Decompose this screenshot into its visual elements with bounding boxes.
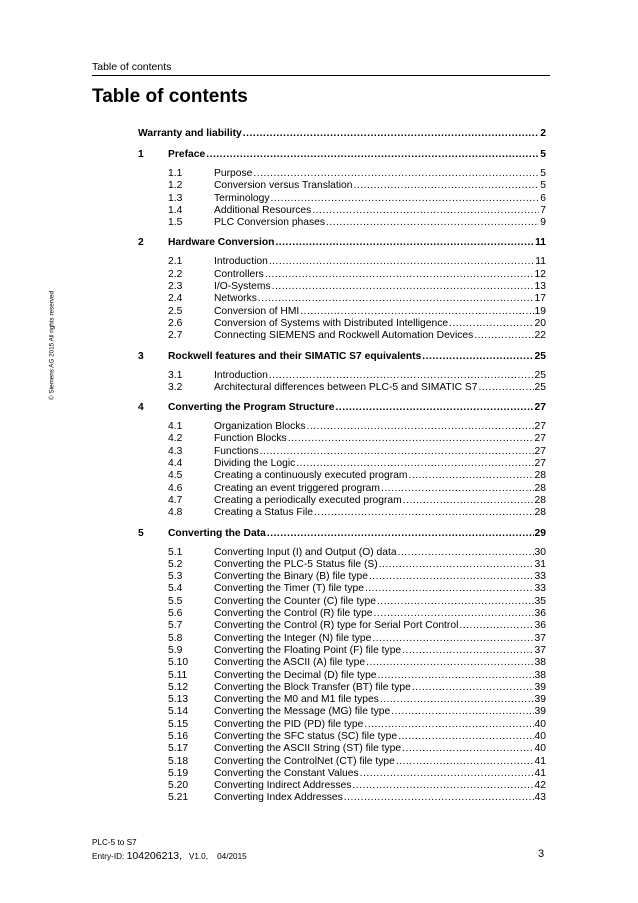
toc-leader-dots bbox=[206, 147, 539, 162]
toc-section-label: Converting the Floating Point (F) file type bbox=[214, 644, 402, 656]
toc-leader-dots bbox=[307, 421, 534, 433]
toc-section-number: 5.12 bbox=[168, 681, 189, 693]
toc-section-5-19[interactable] bbox=[138, 768, 546, 780]
toc-section-number: 4.3 bbox=[168, 445, 183, 457]
toc-section-3-1[interactable] bbox=[138, 370, 546, 382]
toc-chapter-label: Rockwell features and their SIMATIC S7 equivalents bbox=[168, 350, 422, 362]
toc-leader-dots bbox=[372, 633, 533, 645]
footer-entry bbox=[92, 850, 247, 862]
toc-leader-dots bbox=[352, 780, 533, 792]
toc-section-number: 2.6 bbox=[168, 317, 183, 329]
header-rule bbox=[92, 75, 550, 76]
toc-leader-dots bbox=[459, 620, 533, 632]
toc-section-label: Controllers bbox=[214, 268, 264, 280]
toc-section-number: 5.3 bbox=[168, 571, 183, 583]
toc-entry-page: 2 bbox=[540, 128, 546, 139]
toc-section-number: 5.14 bbox=[168, 706, 189, 718]
toc-chapter-4[interactable] bbox=[138, 400, 546, 415]
toc-chapter-number: 4 bbox=[138, 402, 144, 414]
toc-section-page: 25 bbox=[534, 381, 546, 393]
toc-section-label: Functions bbox=[214, 445, 259, 457]
toc-section-1-2[interactable] bbox=[138, 180, 546, 192]
toc-leader-dots bbox=[369, 571, 534, 583]
toc-leader-dots bbox=[396, 756, 534, 768]
toc-section-5-6[interactable] bbox=[138, 608, 546, 620]
toc-leader-dots bbox=[379, 559, 534, 571]
toc-section-page: 5 bbox=[540, 168, 546, 179]
toc-section-4-5[interactable] bbox=[138, 470, 546, 482]
toc-section-page: 39 bbox=[534, 706, 546, 718]
toc-section-label: Converting the Decimal (D) file type bbox=[214, 669, 377, 681]
toc-section-number: 5.19 bbox=[168, 767, 189, 779]
toc-section-label: Dividing the Logic bbox=[214, 458, 296, 470]
toc-section-number: 2.2 bbox=[168, 268, 183, 280]
toc-section-label: Conversion versus Translation bbox=[214, 180, 353, 192]
toc-section-5-3[interactable] bbox=[138, 571, 546, 583]
toc-section-label: Networks bbox=[214, 293, 257, 305]
toc-chapter-3[interactable] bbox=[138, 349, 546, 364]
toc-section-page: 28 bbox=[534, 482, 546, 494]
toc-section-5-8[interactable] bbox=[138, 633, 546, 645]
toc-leader-dots bbox=[366, 657, 533, 669]
toc-section-page: 27 bbox=[534, 445, 546, 457]
toc-section-2-3[interactable] bbox=[138, 281, 546, 293]
footer-date: 04/2015 bbox=[217, 852, 247, 861]
toc-section-page: 40 bbox=[534, 718, 546, 730]
toc-section-label: Converting the ControlNet (CT) file type bbox=[214, 755, 395, 767]
toc-chapter-5[interactable] bbox=[138, 526, 546, 541]
toc-section-5-7[interactable] bbox=[138, 620, 546, 632]
toc-leader-dots bbox=[344, 792, 534, 804]
toc-leader-dots bbox=[265, 269, 534, 281]
toc-section-label: Converting the Control (R) file type bbox=[214, 608, 373, 620]
toc-entry-warranty[interactable] bbox=[138, 126, 546, 141]
toc-chapter-page: 29 bbox=[534, 527, 546, 539]
toc-chapter-label: Converting the Program Structure bbox=[168, 402, 335, 414]
toc-section-4-6[interactable] bbox=[138, 483, 546, 495]
toc-leader-dots bbox=[360, 768, 534, 780]
toc-section-page: 36 bbox=[534, 608, 546, 620]
toc-section-2-4[interactable] bbox=[138, 293, 546, 305]
toc-leader-dots bbox=[378, 670, 534, 682]
toc-leader-dots bbox=[267, 526, 534, 541]
toc-section-number: 5.7 bbox=[168, 620, 183, 632]
toc-section-label: Converting the Binary (B) file type bbox=[214, 571, 368, 583]
toc-section-page: 43 bbox=[534, 792, 546, 804]
toc-section-5-5[interactable] bbox=[138, 596, 546, 608]
toc-section-page: 36 bbox=[534, 620, 546, 632]
toc-section-label: Architectural differences between PLC-5 and SIMATIC S7 bbox=[214, 381, 478, 393]
toc-section-page: 7 bbox=[540, 204, 546, 216]
toc-section-page: 25 bbox=[534, 369, 546, 381]
toc-section-label: Converting the SFC status (SC) file type bbox=[214, 730, 398, 742]
toc-leader-dots bbox=[296, 458, 533, 470]
toc-section-label: Converting the Timer (T) file type bbox=[214, 583, 364, 595]
toc-section-label: Introduction bbox=[214, 256, 268, 268]
toc-section-page: 27 bbox=[534, 458, 546, 470]
toc-leader-dots bbox=[269, 256, 534, 268]
toc-section-number: 2.3 bbox=[168, 281, 183, 293]
toc-section-4-8[interactable] bbox=[138, 507, 546, 519]
toc-section-label: Converting the Counter (C) file type bbox=[214, 595, 376, 607]
toc-section-page: 27 bbox=[534, 421, 546, 433]
toc-section-number: 5.1 bbox=[168, 546, 183, 558]
toc-section-page: 22 bbox=[534, 330, 546, 342]
toc-section-page: 38 bbox=[534, 657, 546, 669]
toc-leader-dots bbox=[354, 180, 540, 192]
toc-leader-dots bbox=[402, 743, 533, 755]
toc-section-number: 1.4 bbox=[168, 204, 183, 216]
toc-section-page: 37 bbox=[534, 644, 546, 656]
toc-chapter-label: Converting the Data bbox=[168, 527, 266, 539]
toc-section-page: 13 bbox=[534, 281, 546, 293]
toc-section-2-5[interactable] bbox=[138, 306, 546, 318]
toc-section-label: Organization Blocks bbox=[214, 421, 306, 433]
toc-section-number: 5.16 bbox=[168, 730, 189, 742]
toc-section-2-6[interactable] bbox=[138, 318, 546, 330]
toc-section-label: Creating a periodically executed program bbox=[214, 494, 402, 506]
toc-chapter-label: Preface bbox=[168, 149, 206, 160]
toc-section-label: Additional Resources bbox=[214, 204, 312, 216]
toc-section-number: 5.9 bbox=[168, 644, 183, 656]
toc-section-label: Converting Index Addresses bbox=[214, 792, 343, 804]
toc-section-label: Creating an event triggered program bbox=[214, 482, 380, 494]
toc-section-4-1[interactable] bbox=[138, 421, 546, 433]
toc-section-number: 4.4 bbox=[168, 458, 183, 470]
toc-section-page: 39 bbox=[534, 694, 546, 706]
toc-section-page: 28 bbox=[534, 507, 546, 519]
toc-leader-dots bbox=[381, 483, 534, 495]
toc-section-number: 2.1 bbox=[168, 256, 183, 268]
toc-section-number: 2.4 bbox=[168, 293, 183, 305]
toc-chapter-label: Hardware Conversion bbox=[168, 237, 275, 249]
toc-leader-dots bbox=[398, 547, 534, 559]
toc-section-label: Converting the M0 and M1 file types bbox=[214, 694, 379, 706]
toc-leader-dots bbox=[271, 193, 540, 205]
toc-section-5-20[interactable] bbox=[138, 780, 546, 792]
toc-entry-label: Warranty and liability bbox=[138, 128, 242, 139]
toc-section-label: Converting Indirect Addresses bbox=[214, 780, 352, 792]
toc-section-5-16[interactable] bbox=[138, 731, 546, 743]
toc-leader-dots bbox=[422, 349, 533, 364]
toc-section-5-13[interactable] bbox=[138, 694, 546, 706]
toc-section-5-4[interactable] bbox=[138, 583, 546, 595]
toc-section-number: 5.17 bbox=[168, 743, 189, 755]
toc-section-number: 5.15 bbox=[168, 718, 189, 730]
toc-section-page: 6 bbox=[540, 192, 546, 204]
toc-leader-dots bbox=[312, 205, 539, 217]
toc-section-number: 4.7 bbox=[168, 494, 183, 506]
toc-leader-dots bbox=[258, 293, 534, 305]
toc-section-number: 5.10 bbox=[168, 657, 189, 669]
copyright-notice: © Siemens AG 2015 All rights reserved bbox=[48, 291, 56, 400]
toc-section-page: 9 bbox=[540, 217, 546, 229]
toc-section-5-1[interactable] bbox=[138, 547, 546, 559]
toc-section-page: 40 bbox=[534, 730, 546, 742]
toc-section-number: 5.2 bbox=[168, 558, 183, 570]
toc-section-number: 2.5 bbox=[168, 305, 183, 317]
toc-chapter-number: 3 bbox=[138, 350, 144, 362]
toc-chapter-number: 5 bbox=[138, 527, 144, 539]
toc-section-number: 3.1 bbox=[168, 369, 183, 381]
toc-chapter-2[interactable] bbox=[138, 235, 546, 250]
footer-product: PLC-5 to S7 bbox=[92, 838, 137, 847]
toc-section-label: Converting the PLC-5 Status file (S) bbox=[214, 558, 378, 570]
toc-leader-dots bbox=[403, 495, 534, 507]
toc-leader-dots bbox=[364, 719, 533, 731]
toc-section-number: 5.5 bbox=[168, 595, 183, 607]
toc-section-2-7[interactable] bbox=[138, 330, 546, 342]
toc-section-number: 3.2 bbox=[168, 381, 183, 393]
toc-section-label: Conversion of HMI bbox=[214, 305, 300, 317]
toc-section-1-4[interactable] bbox=[138, 205, 546, 217]
toc-section-number: 1.1 bbox=[168, 168, 183, 179]
toc-chapter-page: 27 bbox=[534, 402, 546, 414]
toc-section-page: 17 bbox=[534, 293, 546, 305]
toc-chapter-1[interactable] bbox=[138, 147, 546, 162]
toc-section-label: PLC Conversion phases bbox=[214, 217, 326, 229]
toc-section-number: 5.4 bbox=[168, 583, 183, 595]
table-of-contents bbox=[138, 126, 546, 805]
toc-section-number: 4.6 bbox=[168, 482, 183, 494]
toc-leader-dots bbox=[300, 306, 533, 318]
toc-section-page: 39 bbox=[534, 681, 546, 693]
toc-section-page: 19 bbox=[534, 305, 546, 317]
toc-section-label: Converting the Constant Values bbox=[214, 767, 359, 779]
toc-leader-dots bbox=[275, 235, 534, 250]
toc-section-number: 1.3 bbox=[168, 192, 183, 204]
toc-section-page: 42 bbox=[534, 780, 546, 792]
toc-section-label: Terminology bbox=[214, 192, 270, 204]
toc-section-number: 5.11 bbox=[168, 669, 188, 681]
toc-section-label: Conversion of Systems with Distributed Intelligence bbox=[214, 317, 449, 329]
toc-section-label: Converting the Message (MG) file type bbox=[214, 706, 391, 718]
toc-section-page: 28 bbox=[534, 470, 546, 482]
toc-section-page: 31 bbox=[534, 558, 546, 570]
toc-section-page: 12 bbox=[534, 268, 546, 280]
toc-section-page: 37 bbox=[534, 632, 546, 644]
toc-section-number: 1.2 bbox=[168, 180, 183, 192]
toc-section-2-1[interactable] bbox=[138, 256, 546, 268]
toc-leader-dots bbox=[336, 400, 534, 415]
toc-section-4-2[interactable] bbox=[138, 433, 546, 445]
toc-section-1-3[interactable] bbox=[138, 193, 546, 205]
toc-leader-dots bbox=[314, 507, 534, 519]
toc-chapter-number: 1 bbox=[138, 149, 144, 160]
toc-section-number: 5.20 bbox=[168, 780, 189, 792]
toc-section-number: 4.5 bbox=[168, 470, 183, 482]
toc-section-5-18[interactable] bbox=[138, 756, 546, 768]
toc-section-page: 20 bbox=[534, 317, 546, 329]
toc-section-5-12[interactable] bbox=[138, 682, 546, 694]
toc-section-4-3[interactable] bbox=[138, 446, 546, 458]
toc-section-5-15[interactable] bbox=[138, 719, 546, 731]
toc-section-number: 4.8 bbox=[168, 507, 183, 519]
toc-leader-dots bbox=[288, 433, 534, 445]
toc-section-5-11[interactable] bbox=[138, 670, 546, 682]
toc-section-label: Creating a continuously executed program bbox=[214, 470, 408, 482]
toc-section-label: Function Blocks bbox=[214, 433, 287, 445]
toc-section-label: Introduction bbox=[214, 369, 268, 381]
toc-section-page: 40 bbox=[534, 743, 546, 755]
toc-leader-dots bbox=[380, 694, 534, 706]
toc-section-page: 27 bbox=[534, 433, 546, 445]
toc-leader-dots bbox=[398, 731, 533, 743]
toc-leader-dots bbox=[474, 330, 533, 342]
toc-section-label: Purpose bbox=[214, 168, 253, 179]
toc-section-3-2[interactable] bbox=[138, 382, 546, 394]
toc-leader-dots bbox=[377, 596, 534, 608]
toc-chapter-page: 25 bbox=[534, 350, 546, 362]
toc-section-page: 30 bbox=[534, 546, 546, 558]
toc-section-number: 2.7 bbox=[168, 330, 183, 342]
toc-section-page: 35 bbox=[534, 595, 546, 607]
toc-leader-dots bbox=[365, 583, 534, 595]
toc-section-number: 1.5 bbox=[168, 217, 183, 229]
toc-section-page: 33 bbox=[534, 583, 546, 595]
toc-section-label: Converting the ASCII String (ST) file type bbox=[214, 743, 402, 755]
footer-version: V1.0, bbox=[188, 852, 209, 861]
toc-leader-dots bbox=[326, 217, 539, 229]
toc-section-label: I/O-Systems bbox=[214, 281, 271, 293]
toc-leader-dots bbox=[260, 446, 534, 458]
running-header: Table of contents bbox=[92, 61, 172, 73]
toc-section-4-4[interactable] bbox=[138, 458, 546, 470]
toc-leader-dots bbox=[408, 470, 533, 482]
toc-section-page: 41 bbox=[534, 767, 546, 779]
toc-section-5-21[interactable] bbox=[138, 792, 546, 804]
toc-section-number: 4.2 bbox=[168, 433, 183, 445]
toc-chapter-page: 11 bbox=[535, 237, 546, 249]
page-title: Table of contents bbox=[92, 86, 248, 107]
toc-section-label: Converting the Control (R) type for Serial Port Control bbox=[214, 620, 459, 632]
toc-section-label: Converting the ASCII (A) file type bbox=[214, 657, 366, 669]
toc-leader-dots bbox=[402, 645, 533, 657]
toc-section-number: 5.21 bbox=[168, 792, 189, 804]
toc-section-page: 41 bbox=[534, 755, 546, 767]
toc-leader-dots bbox=[449, 318, 533, 330]
toc-section-2-2[interactable] bbox=[138, 269, 546, 281]
toc-section-4-7[interactable] bbox=[138, 495, 546, 507]
footer-entry-id: 104206213, bbox=[126, 850, 183, 862]
toc-chapter-number: 2 bbox=[138, 237, 144, 249]
toc-section-5-9[interactable] bbox=[138, 645, 546, 657]
toc-section-number: 5.18 bbox=[168, 755, 189, 767]
toc-section-5-17[interactable] bbox=[138, 743, 546, 755]
toc-section-label: Converting the PID (PD) file type bbox=[214, 718, 364, 730]
toc-section-label: Converting the Block Transfer (BT) file type bbox=[214, 681, 411, 693]
toc-section-label: Converting the Integer (N) file type bbox=[214, 632, 372, 644]
toc-leader-dots bbox=[243, 126, 540, 141]
toc-leader-dots bbox=[269, 370, 534, 382]
toc-section-page: 38 bbox=[534, 669, 546, 681]
toc-leader-dots bbox=[272, 281, 534, 293]
toc-section-number: 5.6 bbox=[168, 608, 183, 620]
toc-leader-dots bbox=[374, 608, 534, 620]
toc-section-page: 5 bbox=[540, 180, 546, 192]
toc-section-label: Converting Input (I) and Output (O) data bbox=[214, 546, 397, 558]
footer-entry-label: Entry-ID: bbox=[92, 852, 127, 861]
toc-section-number: 4.1 bbox=[168, 421, 183, 433]
toc-leader-dots bbox=[412, 682, 534, 694]
toc-chapter-page: 5 bbox=[540, 149, 546, 160]
toc-section-5-2[interactable] bbox=[138, 559, 546, 571]
toc-leader-dots bbox=[478, 382, 533, 394]
toc-section-number: 5.13 bbox=[168, 694, 189, 706]
toc-section-page: 33 bbox=[534, 571, 546, 583]
toc-section-label: Connecting SIEMENS and Rockwell Automation Devices bbox=[214, 330, 474, 342]
toc-section-5-14[interactable] bbox=[138, 706, 546, 718]
toc-section-page: 28 bbox=[534, 494, 546, 506]
toc-section-label: Creating a Status File bbox=[214, 507, 314, 519]
toc-leader-dots bbox=[253, 168, 539, 180]
page-number: 3 bbox=[538, 848, 545, 860]
toc-section-number: 5.8 bbox=[168, 632, 183, 644]
toc-leader-dots bbox=[391, 706, 533, 718]
toc-section-1-1[interactable] bbox=[138, 168, 546, 180]
toc-section-page: 11 bbox=[535, 256, 546, 268]
toc-section-5-10[interactable] bbox=[138, 657, 546, 669]
toc-section-1-5[interactable] bbox=[138, 217, 546, 229]
